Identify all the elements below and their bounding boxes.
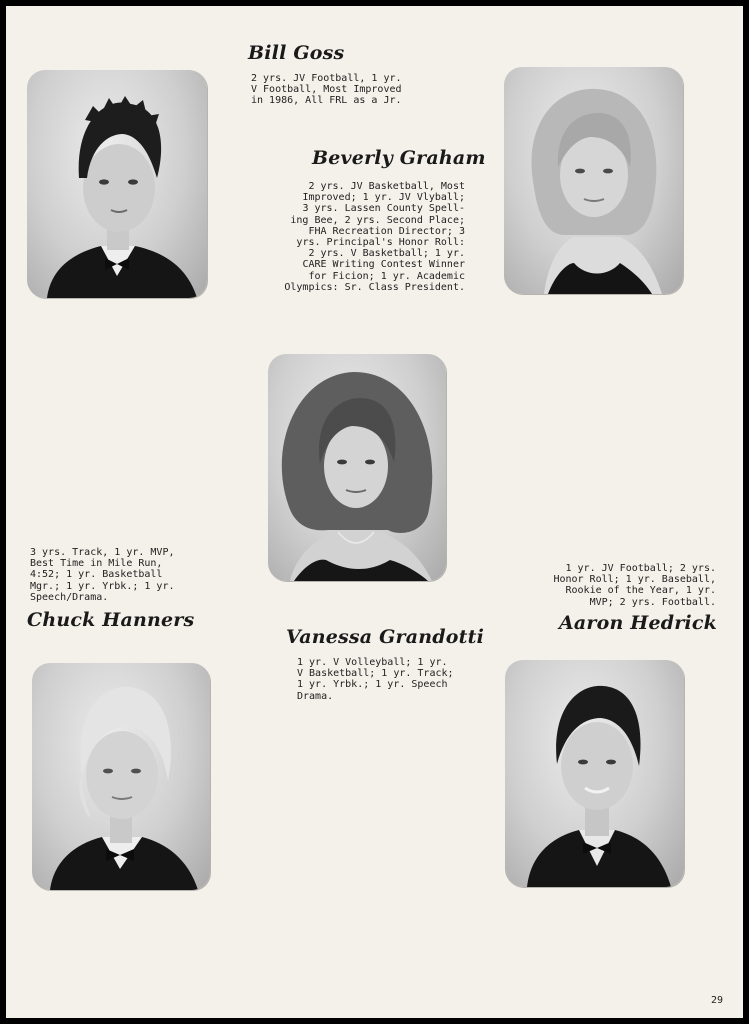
- student-name: Vanessa Grandotti: [286, 626, 485, 648]
- student-bio: 2 yrs. JV Basketball, Most Improved; 1 yr. JV Vlyball; 3 yrs. Lassen County Spell- ing Bee, 2 yrs. Second Place; FHA Recreation Director; 3 yrs. Principal's Honor Roll: 2 yrs. V Basketball; 1 yr. CARE Writing Contest Winner for Ficion; 1 yr. Academic Olympics: Sr. Class President.: [284, 181, 465, 293]
- yearbook-page: [6, 6, 743, 1018]
- student-name: Chuck Hanners: [27, 609, 195, 631]
- portrait-beverly-graham: [504, 67, 683, 294]
- female-portrait-image: [504, 67, 683, 294]
- student-name: Aaron Hedrick: [558, 612, 717, 634]
- student-bio: 2 yrs. JV Football, 1 yr. V Football, Most Improved in 1986, All FRL as a Jr.: [251, 73, 402, 107]
- page-number: 29: [710, 995, 723, 1006]
- student-bio: 3 yrs. Track, 1 yr. MVP, Best Time in Mile Run, 4:52; 1 yr. Basketball Mgr.; 1 yr. Yrbk.; 1 yr. Speech/Drama.: [30, 547, 175, 603]
- male-portrait-image: [32, 663, 210, 890]
- student-bio: 1 yr. V Volleyball; 1 yr. V Basketball; 1 yr. Track; 1 yr. Yrbk.; 1 yr. Speech Drama.: [297, 657, 454, 702]
- student-name: Beverly Graham: [312, 147, 486, 169]
- portrait-vanessa-grandotti: [268, 354, 446, 581]
- portrait-aaron-hedrick: [505, 660, 684, 887]
- student-name: Bill Goss: [248, 42, 345, 64]
- male-portrait-image: [505, 660, 684, 887]
- portrait-chuck-hanners: [32, 663, 210, 890]
- student-bio: 1 yr. JV Football; 2 yrs. Honor Roll; 1 yr. Baseball, Rookie of the Year, 1 yr. MVP; 2 yrs. Football.: [553, 563, 716, 608]
- female-portrait-image: [268, 354, 446, 581]
- portrait-bill-goss: [27, 70, 207, 298]
- male-portrait-image: [27, 70, 207, 298]
